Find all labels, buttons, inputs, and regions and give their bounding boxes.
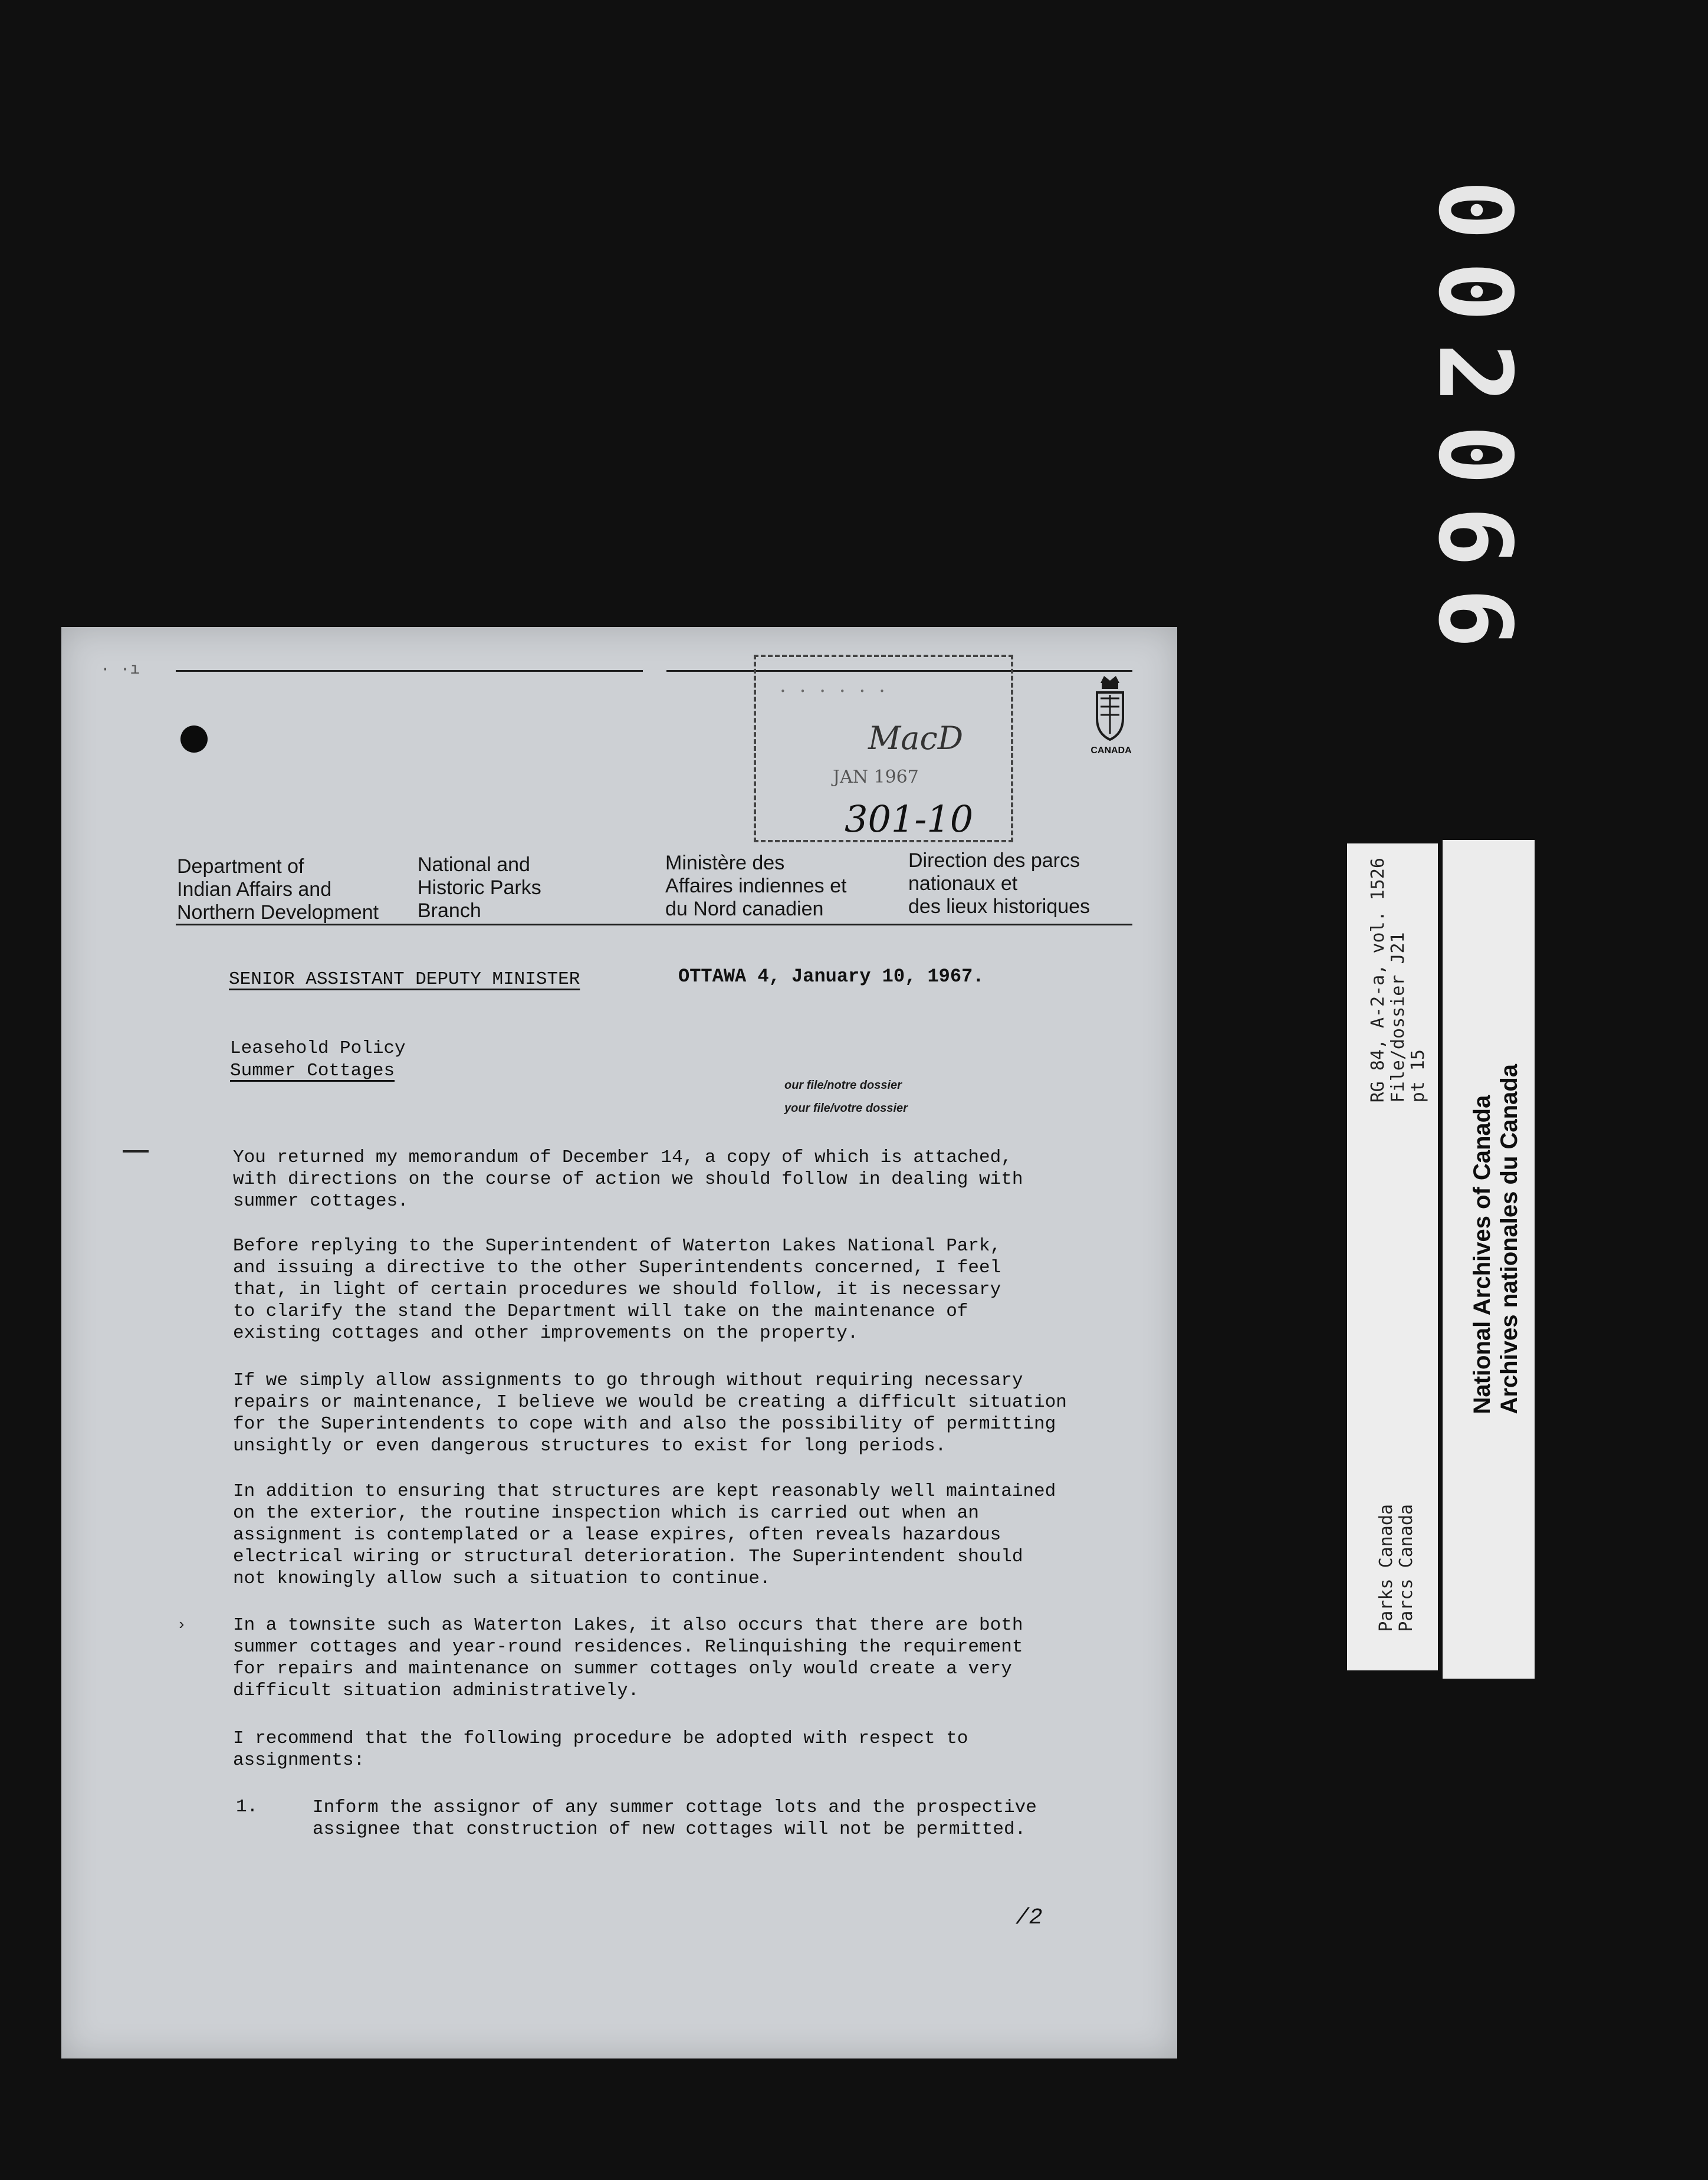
stamp-faded-text: · · · · · · [780, 679, 889, 703]
archives-canada-text: National Archives of Canada Archives nationales du Canada [1469, 1064, 1522, 1414]
stamp-initials: MacD [868, 720, 964, 757]
letterhead-branch-fr: Direction des parcs nationaux et des lieux historiques [908, 849, 1091, 918]
memo-paragraph-2: Before replying to the Superintendent of Waterton Lakes National Park, and issuing a directive to the other Superintendents concerned, I feel that, in light of certain procedures we should follow, it is necessary to clarify the stand the Department will take on the maintenance of existing cottages and other improvements on the property. [233, 1236, 1001, 1344]
page-mark: · ·ı [100, 661, 140, 679]
memo-place-date: OTTAWA 4, January 10, 1967. [678, 966, 984, 987]
microfilm-frame-number [1416, 142, 1533, 708]
punch-hole [180, 725, 208, 753]
memo-paragraph-4: In addition to ensuring that structures are kept reasonably well maintained on the exterior, the routine inspection which is carried out when an assignment is contemplated or a lease expires, often reveals hazardous electrical wiring or structural deterioration. The Superintendent should not knowingly allow such a situation to continue. [233, 1481, 1056, 1589]
archive-reference-text: RG 84, A-2-a, vol. 1526 File/dossier J21 pt 15 [1368, 858, 1428, 1103]
canada-coat-of-arms-icon [1092, 672, 1128, 742]
our-file-reference: our file/notre dossier [784, 1079, 902, 1092]
archive-reference-label [1347, 843, 1438, 1670]
page-continuation-marker: /2 [1016, 1905, 1043, 1931]
memo-paragraph-6: I recommend that the following procedure be adopted with respect to assignments: [233, 1728, 968, 1771]
memo-paragraph-3: If we simply allow assignments to go through without requiring necessary repairs or maintenance, I believe we would be creating a difficult situation for the Superintendents to cope with and also the possibility of permitting unsightly or even dangerous structures to exist for long periods. [233, 1370, 1067, 1456]
stamp-file-number: 301-10 [845, 797, 974, 841]
frame-number-text: 002066 [1416, 179, 1533, 670]
memo-paragraph-5: In a townsite such as Waterton Lakes, it also occurs that there are both summer cottages and year-round residences. Relinquishing the requirement for repairs and maintenance on summer cottages only would create a very difficult situation administratively. [233, 1615, 1023, 1701]
top-rule-left [176, 670, 643, 672]
margin-tick: › [177, 1616, 186, 1634]
letterhead-department-en: Department of Indian Affairs and Northern Development [177, 855, 379, 924]
memo-subject-line-1: Leasehold Policy [230, 1038, 406, 1059]
letterhead-department-fr: Ministère des Affaires indiennes et du Nord canadien [665, 852, 847, 920]
margin-dash [123, 1150, 149, 1153]
archives-canada-label [1443, 840, 1535, 1679]
memo-addressee: SENIOR ASSISTANT DEPUTY MINISTER [229, 969, 580, 990]
procedure-item-text: Inform the assignor of any summer cottage lots and the prospective assignee that construction of new cottages will not be permitted. [313, 1797, 1037, 1840]
memo-paragraph-1: You returned my memorandum of December 14, a copy of which is attached, with directions on the course of action we should follow in dealing with summer cottages. [233, 1147, 1023, 1212]
stamp-date: JAN 1967 [833, 767, 919, 787]
your-file-reference: your file/votre dossier [784, 1102, 908, 1115]
letterhead-branch-en: National and Historic Parks Branch [418, 853, 541, 922]
procedure-item-number: 1. [236, 1797, 258, 1817]
canada-wordmark: CANADA [1091, 746, 1132, 756]
letterhead-rule [176, 924, 1132, 925]
archive-agency-text: Parks Canada Parcs Canada [1376, 1504, 1417, 1632]
received-stamp [754, 655, 1013, 842]
memo-subject-line-2: Summer Cottages [230, 1061, 395, 1081]
